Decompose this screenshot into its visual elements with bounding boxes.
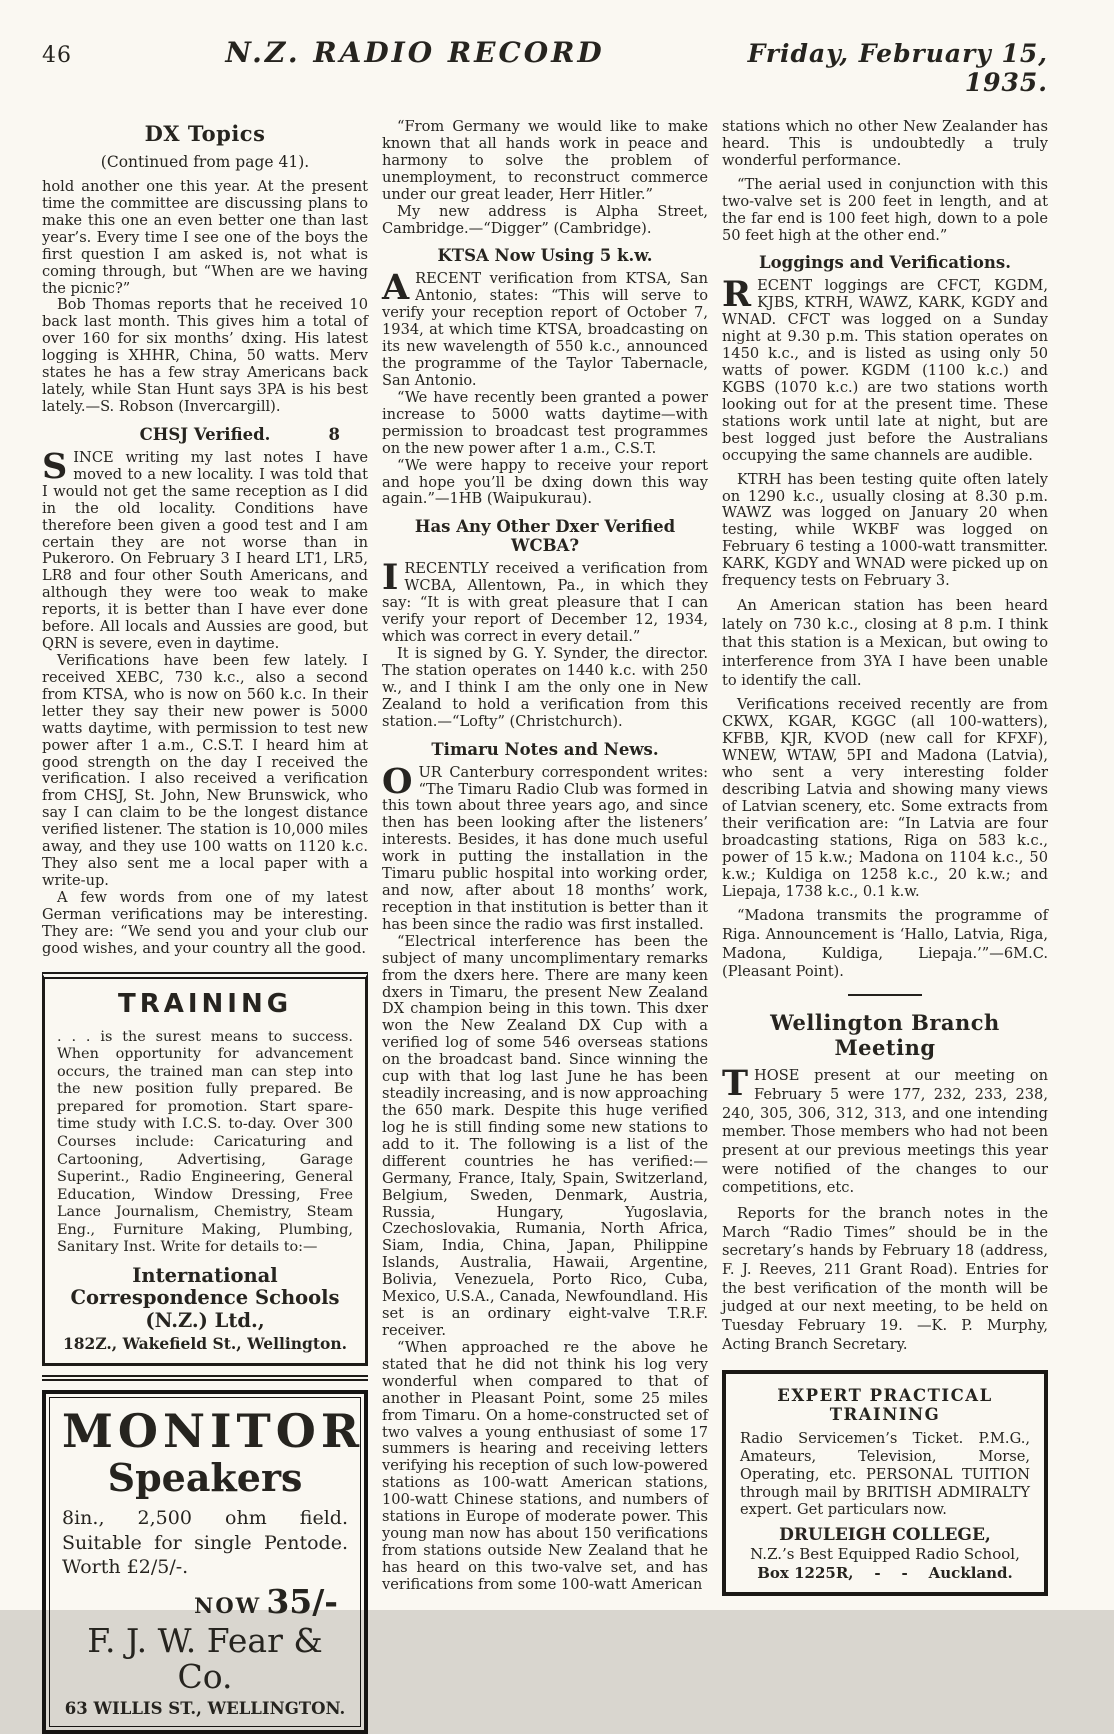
article-timaru-continued (722, 119, 1048, 244)
paragraph: My new address is Alpha Street, Cambridge.—“Digger” (Cambridge). (382, 202, 708, 237)
ad-title: TRAINING (117, 988, 293, 1019)
article-title: DX Topics (144, 121, 266, 146)
paragraph: hold another one this year. At the present time the committee are discussing plans to make this one an even better one than last year’s. Every time I see one of the boys the first question I am asked is, not what is coming through, but “When are we having the picnic?” (42, 178, 368, 297)
paragraph-text: ECENT loggings are CFCT, KGDM, KJBS, KTRH, WAWZ, KARK, KGDY and WNAD. CFCT was logged on a Sunday night at 9.30 p.m. This station operates on 1450 k.c., and is listed as using only 50 watts of power. KGDM (1100 k.c.) and KGBS (1070 k.c.) are two stations worth looking out for at the present time. These stations work until late at night, but are best logged just before the Australians occupying the same channels are audible. (722, 277, 1048, 464)
paragraph: stations which no other New Zealander has heard. This is undoubtedly a truly wonderful performance. (722, 118, 1048, 169)
paragraph: “We were happy to receive your report and hope you’ll be dxing down this way again.”—1HB (Waipukurau). (382, 456, 708, 508)
paragraph (382, 267, 708, 389)
paragraph: A few words from one of my latest German verifications may be interesting. They are: “We send you and your club our good wishes, and your country all the good. (42, 888, 368, 957)
paragraph (42, 445, 368, 653)
drop-cap: R (722, 274, 752, 316)
article-wcba (382, 517, 708, 730)
page-columns (42, 119, 1048, 1734)
paragraph-text: UR Canterbury correspondent writes: “The Timaru Radio Club was formed in this town about three years ago, and since then has been looking after the listeners’ interests. Besides, it has done much useful work in putting the installation in the Timaru public hospital into working order, and now, after about 18 months’ work, reception in that institution is better than it has been since the radio was first installed. (382, 763, 709, 933)
page-number: 46 (42, 43, 72, 68)
paragraph (382, 557, 708, 646)
section-heading (42, 425, 368, 444)
ad-body-text: . . . is the surest means to success. When opportunity for advancement occurs, the trained man can step into the new position fully prepared. Be prepared for promotion. Start spare-time study with I.C.S. to-day. Over 300 Courses include: Caricaturing and Cartooning, Advertising, Garage Superint., Radio Engineering, General Education, Window Dressing, Free Lance Journalism, Chemistry, Steam Eng., Furniture Making, Plumbing, Sanitary Inst. Write for details to:— (57, 1028, 353, 1256)
drop-cap: I (382, 557, 399, 599)
paragraph-text: RECENTLY received a verification from WCBA, Allentown, Pa., in which they say: “It is with great pleasure that I can verify your report of December 12, 1934, which was correct in every detail.” (382, 560, 708, 646)
paragraph: “Madona transmits the programme of Riga. Announcement is ‘Hallo, Latvia, Riga, Madona, Kuldiga, Liepaja.’”—6M.C. (Pleasant Point). (722, 907, 1048, 981)
drop-cap: A (382, 267, 410, 309)
section-heading: Has Any Other Dxer Verified WCBA? (414, 517, 676, 556)
article-dx-topics (42, 121, 368, 416)
ad-druleigh-college (722, 1370, 1048, 1596)
double-rule-divider (42, 1375, 368, 1381)
ad-worth: Worth £2/5/-. (62, 1556, 189, 1579)
paragraph: “From Germany we would like to make known that all hands work in peace and harmony to solve the problem of unemployment, to reconstruct commerce under our great leader, Herr Hitler.” (382, 118, 708, 203)
section-divider (848, 994, 922, 996)
ad-monitor-speakers (42, 1390, 368, 1734)
paragraph: Verifications received recently are from CKWX, KGAR, KGGC (all 100-watters), KFBB, KJR, KVOD (new call for KFXF), WNEW, WTAW, 5PI and Madona (Latvia), who sent a very interesting folder describing Latvia and showing many views of Latvian scenery, etc. Some extracts from their verification are: “In Latvia are four broadcasting stations, Riga on 583 k.c., power of 15 k.w.; Madona on 1104 k.c., 50 k.w.; Kuldiga on 1258 k.c., 20 k.w.; and Liepaja, 1738 k.c., 0.1 k.w. (722, 696, 1048, 900)
section-heading: Timaru Notes and News. (431, 739, 659, 759)
ad-price-line (62, 1582, 338, 1621)
paragraph-text: INCE writing my last notes I have moved to a new locality. I was told that I would not get the same reception as I did in the old locality. Conditions have therefore been given a good test and I am certain they are not worse than in Pukeroro. On February 3 I heard LT1, LR5, LR8 and four other South Americans, and although they were too weak to make reports, it is better than I have ever done before. All locals and Aussies are good, but QRN is severe, even in daytime. (42, 448, 368, 653)
column-3 (722, 119, 1048, 1596)
drop-cap: O (382, 760, 413, 802)
ad-company-address: 182Z., Wakefield St., Wellington. (62, 1334, 348, 1354)
ad-company-name: International Correspondence Schools (N.Z.) Ltd., (70, 1263, 340, 1332)
paragraph: “When approached re the above he stated that he did not think his log very wonderful when compared to that of another in Pleasant Point, some 25 miles from Timaru. On a home-constructed set of two valves a young enthusiast of some 17 summers is hearing and receiving letters verifying his reception of such low-powered stations as 100-watt American stations, 100-watt Chinese stations, and numbers of stations in Europe of moderate power. This young man now has about 150 verifications from stations outside New Zealand that he has heard on this two-valve set, and has verifications from some 100-watt American (382, 1338, 708, 1593)
paragraph: KTRH has been testing quite often lately on 1290 k.c., usually closing at 8.30 p.m. WAWZ was logged on January 20 when testing, while WKBF was logged on February 6 testing a 1000-watt transmitter. KARK, KGDY and WNAD were picked up on frequency tests on February 3. (722, 470, 1048, 590)
ad-title: EXPERT PRACTICAL TRAINING (777, 1386, 993, 1425)
paragraph: “We have recently been granted a power increase to 5000 watts daytime—with permission to broadcast test programmes on the new power after 1 a.m., C.S.T. (382, 388, 708, 457)
paragraph-text: HOSE present at our meeting on February 5 were 177, 232, 233, 238, 240, 305, 306, 312, 313, and one intending member. Those members who had not been present at our previous meetings this year were notified of the changes to our competitions, etc. (722, 1067, 1048, 1197)
section-heading: KTSA Now Using 5 k.w. (437, 246, 653, 266)
paragraph (382, 760, 709, 934)
article-wellington-branch (722, 1010, 1048, 1354)
ad-company-address: 63 WILLIS ST., WELLINGTON. (64, 1698, 346, 1718)
ad-company-address: Box 1225R, - - Auckland. (757, 1563, 1013, 1582)
drop-cap: T (722, 1063, 749, 1105)
article-timaru (382, 740, 708, 1594)
section-heading: Loggings and Verifications. (759, 253, 1011, 273)
section-heading-text: CHSJ Verified. (139, 424, 271, 444)
paragraph (722, 1063, 1048, 1198)
ad-subtitle: Speakers (107, 1455, 303, 1501)
ad-inner-frame (49, 1397, 365, 1727)
column-2 (382, 119, 708, 1594)
ad-company-name: DRULEIGH COLLEGE, (779, 1525, 991, 1546)
ad-title: MONITOR (62, 1404, 365, 1459)
ad-tagline: N.Z.’s Best Equipped Radio School, (750, 1545, 1020, 1564)
article-subtitle: (Continued from page 41). (100, 153, 310, 171)
ad-body-text: Radio Servicemen’s Ticket. P.M.G., Amateurs, Television, Morse, Operating, etc. PERSONAL TUITION through mail by BRITISH ADMIRALTY expert. Get particulars now. (740, 1430, 1030, 1519)
issue-date: Friday, February 15, 1935. (747, 39, 1048, 97)
page-header (42, 36, 1048, 97)
paragraph: Verifications have been few lately. I received XEBC, 730 k.c., also a second from KTSA, who is now on 560 k.c. In their letter they say their new power is 5000 watts daytime, with permission to test new power after 1 a.m., C.S.T. I heard him at good strength on the day I received the verification. I also received a verification from CHSJ, St. John, New Brunswick, who say I can claim to be the longest distance verified listener. The station is 10,000 miles away, and they use 100 watts on 1120 k.c. They also sent me a local paper with a write-up. (42, 651, 368, 889)
ad-now-label: NOW (194, 1593, 262, 1619)
paragraph: “The aerial used in conjunction with this two-valve set is 200 feet in length, and at the far end is 100 feet high, down to a pole 50 feet high at the other end.” (722, 175, 1048, 244)
paragraph: An American station has been heard lately on 730 k.c., closing at 8 p.m. I think that this station is a Mexican, but owing to interference from 3YA I have been unable to identify the call. (722, 597, 1048, 689)
masthead-title: N.Z. RADIO RECORD (225, 36, 605, 69)
article-ktsa (382, 246, 708, 508)
paragraph (722, 274, 1048, 464)
paragraph: Bob Thomas reports that he received 10 back last month. This gives him a total of over 160 for six months’ dxing. His latest logging is XHHR, China, 50 watts. Merv states he has a few stray Americans back lately, while Stan Hunt says 3PA is his best lately.—S. Robson (Invercargill). (42, 296, 368, 415)
paragraph: It is signed by G. Y. Synder, the director. The station operates on 1440 k.c. with 250 w., and I think I am the only one in New Zealand to hold a verification from this station.—“Lofty” (Christchurch). (382, 644, 708, 730)
ad-spec-text (62, 1506, 348, 1580)
article-title: Wellington Branch Meeting (770, 1010, 1000, 1061)
paragraph: “Electrical interference has been the subject of many uncomplimentary remarks from the dxers here. There are many keen dxers in Timaru, the present New Zealand DX champion being in this town. This dxer won the New Zealand DX Cup with a verified log of some 546 overseas stations on the broadcast band. Since winning the cup with that log last June he has been steadily increasing, and is now approaching the 650 mark. Despite this huge verified log he is still finding some new stations to add to it. The following is a list of the different countries he has verified:—Germany, France, Italy, Spain, Switzerland, Belgium, Sweden, Denmark, Austria, Russia, Hungary, Yugoslavia, Czechoslovakia, Rumania, North Africa, Siam, India, China, Japan, Philippine Islands, Australia, Hawaii, Argentine, Bolivia, Venezuela, Porto Rico, Cuba, Mexico, U.S.A., Canada, Newfoundland. His set is an ordinary eight-valve T.R.F. receiver. (382, 932, 709, 1339)
section-heading-number: 8 (328, 424, 340, 444)
article-germany-letter (382, 119, 708, 237)
ad-now-price: 35/- (266, 1582, 338, 1622)
paragraph-text: RECENT verification from KTSA, San Antonio, states: “This will serve to verify your reception report of October 7, 1934, at which time KTSA, broadcasting on its new wavelength of 550 k.c., announced the programme of the Taylor Tabernacle, San Antonio. (382, 270, 708, 389)
ad-company-name: F. J. W. Fear & Co. (87, 1621, 323, 1697)
ad-spec: 8in., 2,500 ohm field. Suitable for single Pentode. (62, 1507, 348, 1554)
drop-cap: S (42, 445, 68, 487)
ad-ics-training (42, 972, 368, 1367)
paragraph: Reports for the branch notes in the March “Radio Times” should be in the secretary’s hands by February 18 (address, F. J. Reeves, 211 Grant Road). Entries for the best verification of the month will be judged at our next meeting, to be held on Tuesday February 19. —K. P. Murphy, Acting Branch Secretary. (722, 1204, 1048, 1353)
article-loggings (722, 253, 1048, 982)
column-1 (42, 119, 368, 1734)
article-chsj-verified (42, 425, 368, 958)
